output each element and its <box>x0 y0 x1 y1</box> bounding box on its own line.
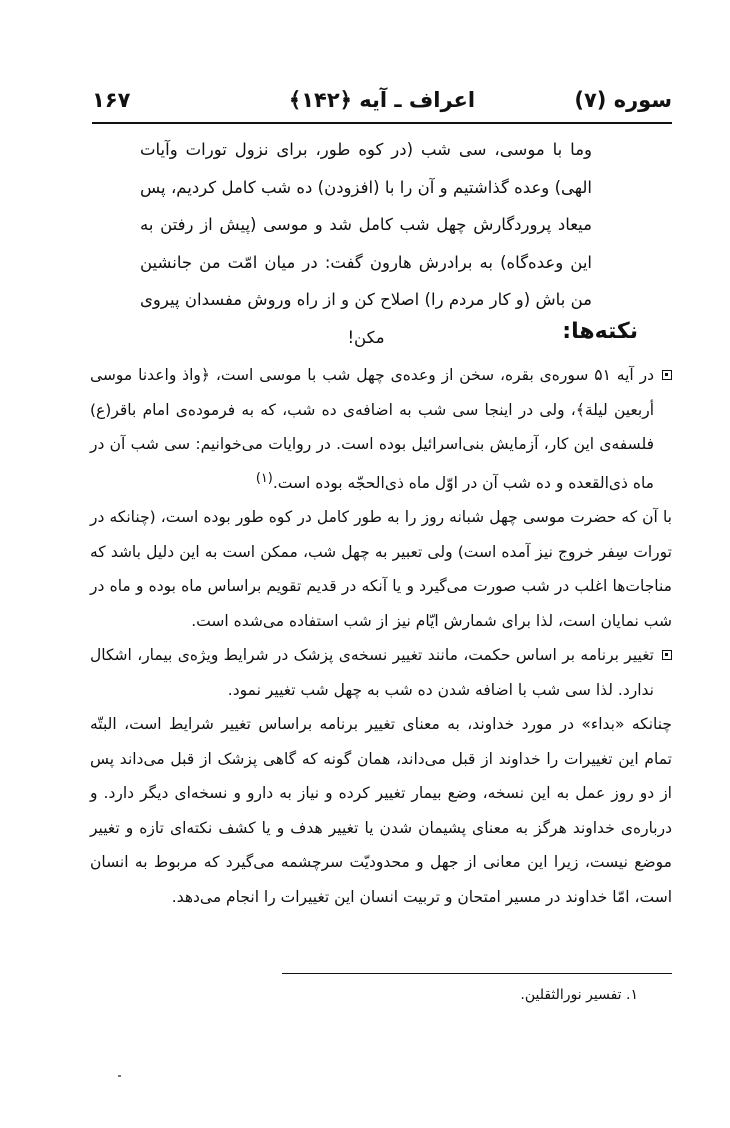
footnote-reference: (۱) <box>255 470 273 486</box>
translation-text: وما با موسی، سی شب (در کوه طور، برای نزول تورات وآیات الهی) وعده گذاشتیم و آن را با (افزودن) ده شب کامل کردیم، پس میعاد پروردگارش چهل شب کامل شد و موسی (پیش از رفتن به این وعده‌گاه) به برادرش هارون گفت: در میان امّت من جانشین من باش (و کار مردم را) اصلاح کن و از راه وروش مفسدان پیروی مکن! <box>140 140 592 347</box>
note-paragraph: چنانکه «بداء» در مورد خداوند، به معنای تغییر برنامه براساس تغییر شرایط است، البتّه تمام این تغییرات را خداوند از قبل می‌داند، همان گونه که گاهی پزشک از قبل می‌داند پس از دو روز عمل به این نسخه، وضع بیمار تغییر کرده و نیاز به دارو و نسخه‌ای دیگر دارد. و درباره‌ی خداوند هرگز به معنای پشیمان شدن یا تغییر هدف و یا کشف نکته‌ای تازه و تغییر موضع نیست، زیرا این معانی از جهل و محدودیّت سرچشمه می‌گیرد که مربوط به انسان است، امّا خداوند در مسیر امتحان و تربیت انسان این تغییرات را انجام می‌دهد. <box>90 715 672 906</box>
scan-speck <box>118 1075 121 1077</box>
verse-translation <box>140 131 592 356</box>
note-item <box>90 358 672 500</box>
notes-heading: نکته‌ها: <box>562 319 638 344</box>
square-bullet-icon <box>662 370 672 380</box>
footnote-text: ۱. تفسیر نورالثقلین. <box>520 987 638 1003</box>
note-item <box>90 638 672 707</box>
note-paragraph: با آن که حضرت موسی چهل شبانه روز را به طور کامل در کوه طور بوده است، (چنانکه در تورات سِفر خروج نیز آمده است) ولی تعبیر به چهل شب، ممکن است به این دلیل باشد که مناجات‌ها اغلب در شب صورت می‌گیرد و یا آنکه در قدیم تقویم براساس ماه بوده و ماه در شب نمایان است، لذا برای شمارش ایّام نیز از شب استفاده می‌شده است. <box>90 508 672 630</box>
notes-body <box>90 358 672 914</box>
verse-reference: اعراف ـ آیه ﴿۱۴۲﴾ <box>288 88 476 112</box>
running-header <box>92 82 672 124</box>
footnote-divider <box>282 973 672 974</box>
surah-label: سوره (۷) <box>574 88 672 112</box>
page-number: ۱۶۷ <box>92 88 131 112</box>
note-paragraph <box>90 358 654 500</box>
note-paragraph: تغییر برنامه بر اساس حکمت، مانند تغییر نسخه‌ی پزشک در شرایط ویژه‌ی بیمار، اشکال ندارد. لذا سی شب با اضافه شدن ده شب به چهل شب تغییر نمود. <box>90 646 654 699</box>
square-bullet-icon <box>662 650 672 660</box>
note-text: در آیه ۵۱ سوره‌ی بقره، سخن از وعده‌ی چهل شب با موسی است، ﴿واذ واعدنا موسی أربعین لیلة﴾، ولی در اینجا سی شب به اضافه‌ی ده شب، که به فرموده‌ی امام باقر(ع) فلسفه‌ی این کار، آزمایش بنی‌اسرائیل بوده است. در روایات می‌خوانیم: سی شب آن در ماه ذی‌القعده و ده شب آن در اوّل ماه ذی‌الحجّه بوده است. <box>90 366 655 492</box>
